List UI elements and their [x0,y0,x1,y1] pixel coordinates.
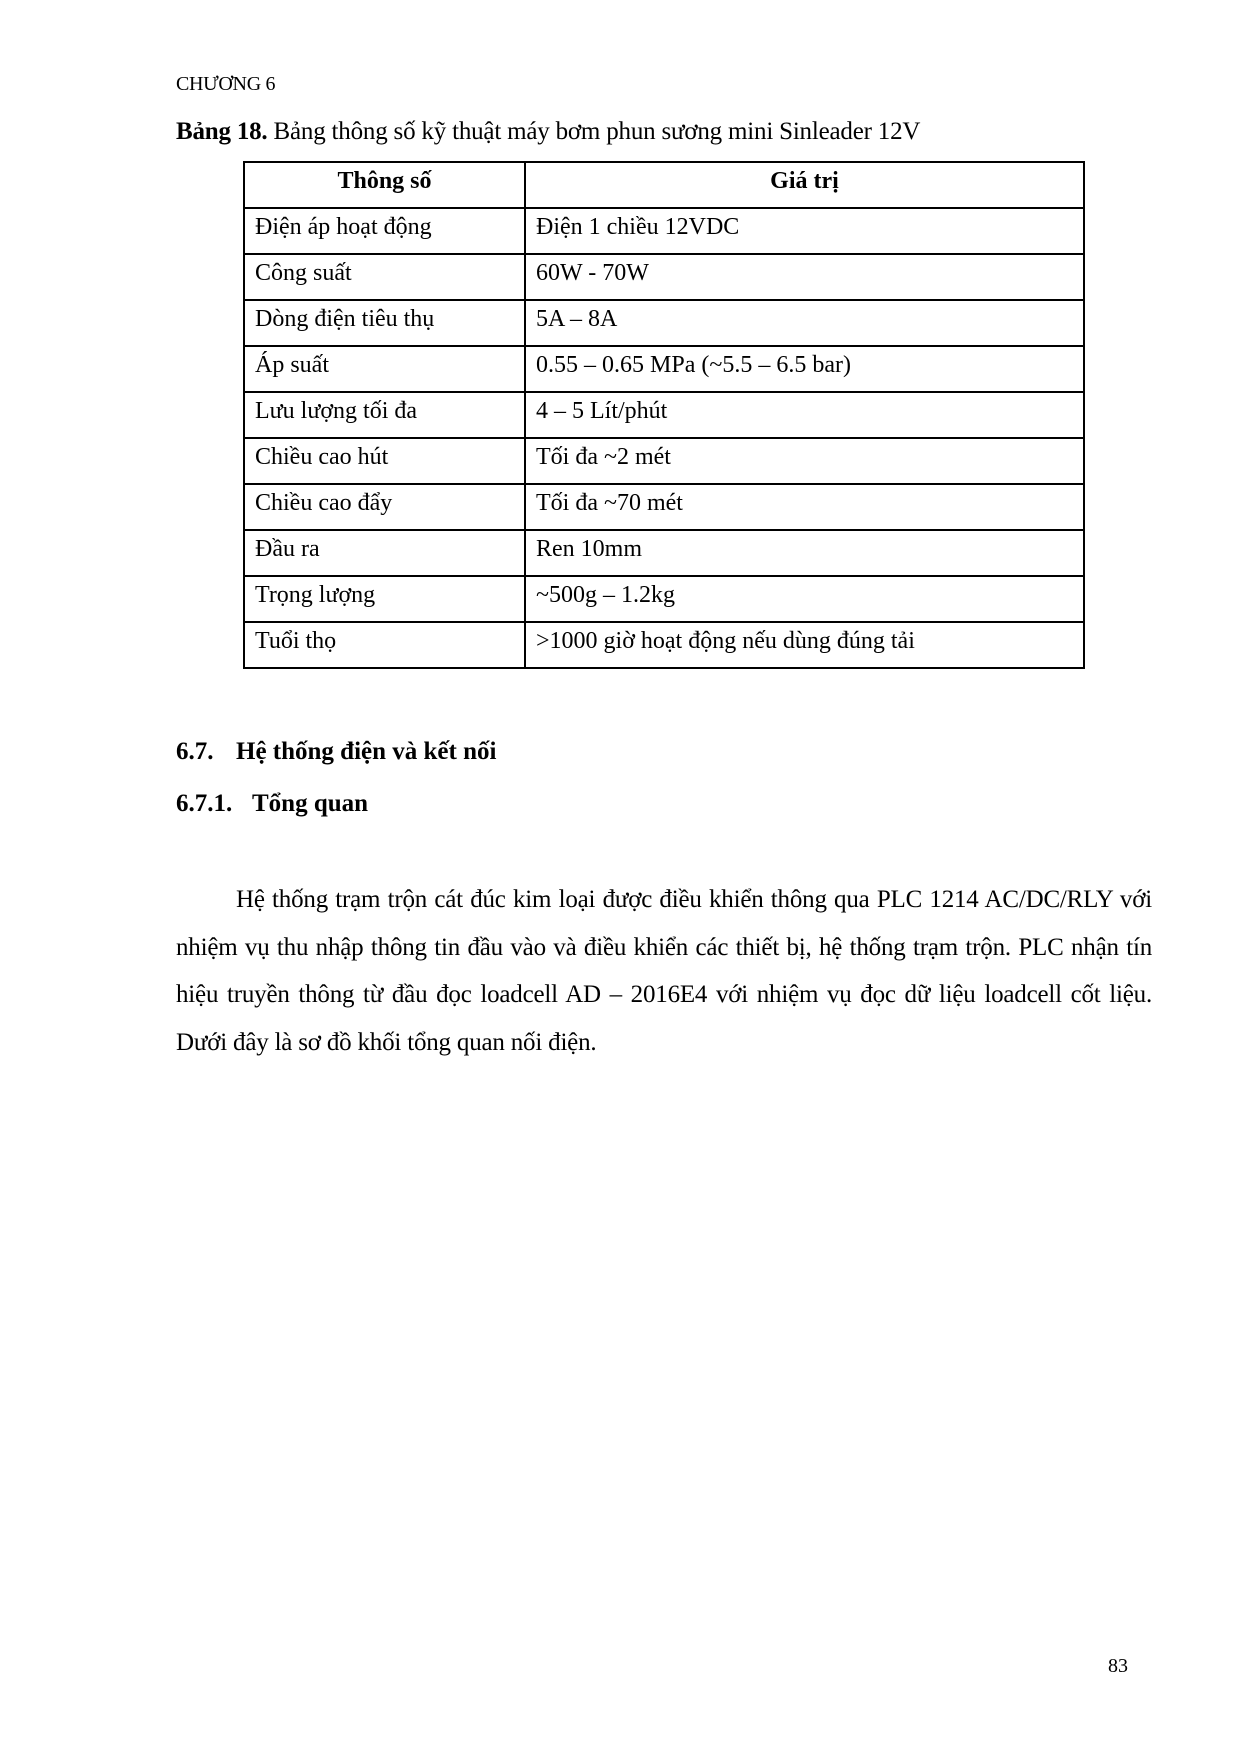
spec-table [243,161,1085,669]
table-row [244,254,1084,300]
cell-value: Điện 1 chiều 12VDC [525,208,1084,254]
table-row [244,438,1084,484]
cell-value: Ren 10mm [525,530,1084,576]
cell-value: ~500g – 1.2kg [525,576,1084,622]
table-row [244,208,1084,254]
cell-parameter: Lưu lượng tối đa [244,392,525,438]
cell-value: 60W - 70W [525,254,1084,300]
cell-parameter: Chiều cao hút [244,438,525,484]
table-row [244,484,1084,530]
subsection-number: 6.7.1. [176,790,233,817]
section-title: Hệ thống điện và kết nối [236,738,497,765]
cell-parameter: Tuổi thọ [244,622,525,668]
cell-parameter: Trọng lượng [244,576,525,622]
table-header-row [244,162,1084,208]
cell-value: 0.55 – 0.65 MPa (~5.5 – 6.5 bar) [525,346,1084,392]
cell-value: Tối đa ~2 mét [525,438,1084,484]
chapter-header: CHƯƠNG 6 [176,73,276,95]
cell-parameter: Áp suất [244,346,525,392]
cell-parameter: Điện áp hoạt động [244,208,525,254]
cell-parameter: Chiều cao đẩy [244,484,525,530]
subsection-heading [176,790,368,818]
table-caption-text: Bảng thông số kỹ thuật máy bơm phun sương mini Sinleader 12V [267,118,921,145]
column-header-value: Giá trị [525,162,1084,208]
table-caption-label: Bảng 18. [176,118,268,145]
table-row [244,392,1084,438]
cell-value: 4 – 5 Lít/phút [525,392,1084,438]
table-row [244,300,1084,346]
column-header-parameter: Thông số [244,162,525,208]
cell-parameter: Công suất [244,254,525,300]
body-paragraph: Hệ thống trạm trộn cát đúc kim loại được điều khiển thông qua PLC 1214 AC/DC/RLY với nhiệm vụ thu nhập thông tin đầu vào và điều khiển các thiết bị, hệ thống trạm trộn. PLC nhận tín hiệu truyền thông từ đầu đọc loadcell AD – 2016E4 với nhiệm vụ đọc dữ liệu loadcell cốt liệu. Dưới đây là sơ đồ khối tổng quan nối điện. [176,886,1152,1056]
cell-parameter: Đầu ra [244,530,525,576]
cell-value: 5A – 8A [525,300,1084,346]
table-row [244,576,1084,622]
cell-value: Tối đa ~70 mét [525,484,1084,530]
section-heading [176,738,496,766]
page-number: 83 [1108,1655,1128,1677]
subsection-title: Tổng quan [252,790,369,817]
cell-parameter: Dòng điện tiêu thụ [244,300,525,346]
table-row [244,346,1084,392]
table-caption [176,118,920,146]
table-row [244,622,1084,668]
section-number: 6.7. [176,738,214,765]
cell-value: >1000 giờ hoạt động nếu dùng đúng tải [525,622,1084,668]
table-row [244,530,1084,576]
